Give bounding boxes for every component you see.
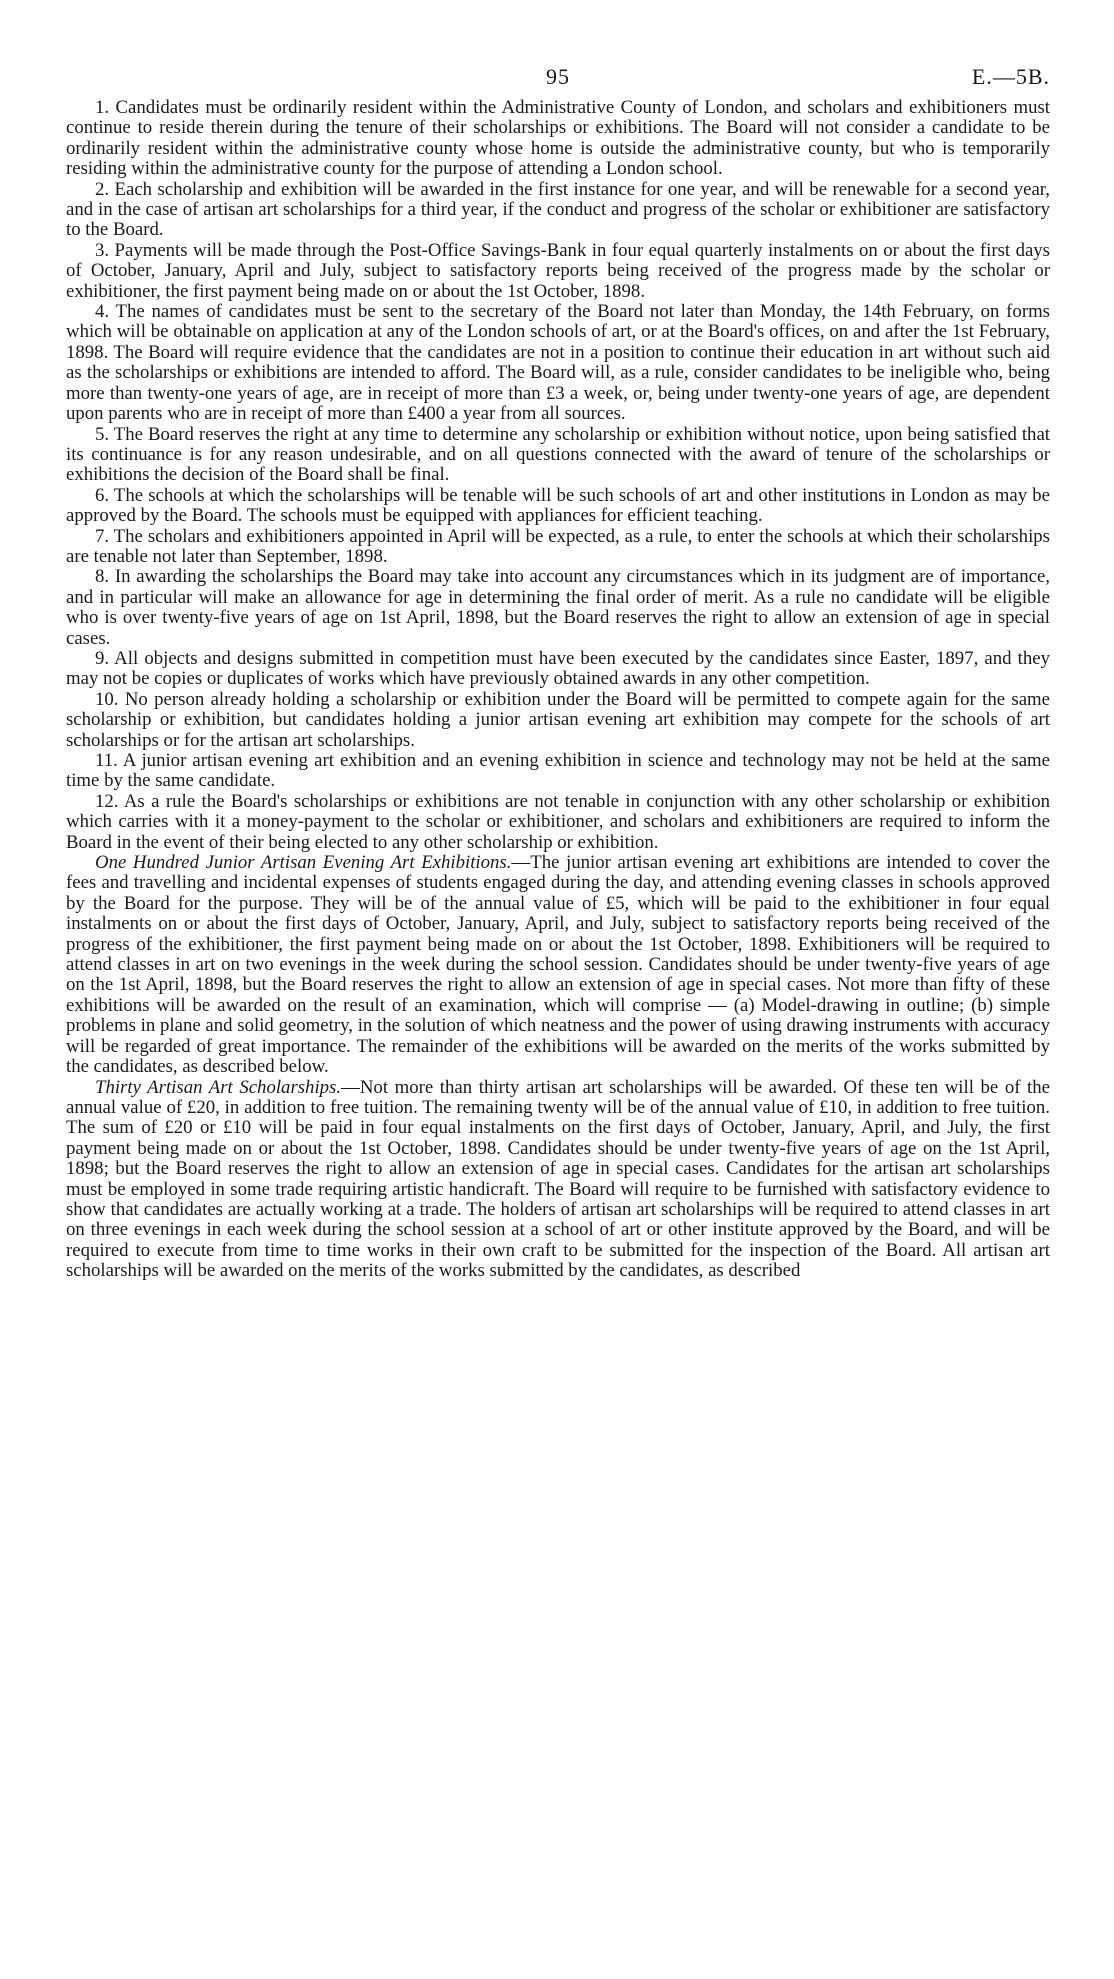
page-header [66,58,1050,98]
paragraph-3: 3. Payments will be made through the Post-Office Savings-Bank in four equal quarterly instalments on or about the first days of October, January, April and July, subject to satisfactory reports being received of the progress made by the scholar or exhibitioner, the first payment being made on or about the 1st October, 1898. [66,239,1050,302]
paragraph-12: 12. As a rule the Board's scholarships or exhibitions are not tenable in conjunction with any other scholarship or exhibition which carries with it a money-payment to the scholar or exhibitioner, and scholars and exhibitioners are required to inform the Board in the event of their being elected to any other scholarship or exhibition. [66,790,1050,853]
paragraph-8: 8. In awarding the scholarships the Board may take into account any circumstances which in its judgment are of importance, and in particular will make an allowance for age in determining the final order of merit. As a rule no candidate will be eligible who is over twenty-five years of age on 1st April, 1898, but the Board reserves the right to allow an extension of age in special cases. [66,566,1050,649]
body-text [66,98,1050,1282]
paragraph-2: 2. Each scholarship and exhibition will be awarded in the first instance for one year, and will be renewable for a second year, and in the case of artisan art scholarships for a third year, if the conduct and progress of the scholar or exhibitioner are satisfactory to the Board. [66,178,1050,241]
paragraph-5: 5. The Board reserves the right at any time to determine any scholarship or exhibition without notice, upon being satisfied that its continuance is for any reason undesirable, and on all questions connected with the award of tenure of the scholarships or exhibitions the decision of the Board shall be final. [66,423,1050,486]
paragraph-junior-artisan-exhibitions: One Hundred Junior Artisan Evening Art Exhibitions.—The junior artisan evening art exhibitions are intended to cover the fees and travelling and incidental expenses of students engaged during the day, and attending evening classes in schools approved by the Board for the purpose. They will be of the annual value of £5, which will be paid to the exhibitioner in four equal instalments on or about the first days of October, January, April, and July, subject to satisfactory reports being received of the progress of the exhibitioner, the first payment being made on or about the 1st October, 1898. Exhibitioners will be required to attend classes in art on two evenings in the week during the school session. Candidates should be under twenty-five years of age on the 1st April, 1898, but the Board reserves the right to allow an extension of age in special cases. Not more than fifty of these exhibitions will be awarded on the result of an examination, which will comprise — (a) Model-drawing in outline; (b) simple problems in plane and solid geometry, in the solution of which neatness and the power of using drawing instruments with accuracy will be regarded of great importance. The remainder of the exhibitions will be awarded on the merits of the works submitted by the candidates, as described below. [66,852,1051,1078]
paragraph-7: 7. The scholars and exhibitioners appointed in April will be expected, as a rule, to enter the schools at which their scholarships are tenable not later than September, 1898. [66,525,1050,567]
paragraph-11: 11. A junior artisan evening art exhibition and an evening exhibition in science and technology may not be held at the same time by the same candidate. [66,750,1050,792]
section-heading-artisan-art: Thirty Artisan Art Scholarships. [95,1076,342,1098]
paper-reference: E.—5B. [971,64,1050,89]
paragraph-4: 4. The names of candidates must be sent to the secretary of the Board not later than Monday, the 14th February, on forms which will be obtainable on application at any of the London schools of art, or at the Board's offices, on and after the 1st February, 1898. The Board will require evidence that the candidates are not in a position to continue their education in art without such aid as the scholarships or exhibitions are intended to afford. The Board will, as a rule, consider candidates to be ineligible who, being more than twenty-one years of age, are in receipt of more than £3 a week, or, being under twenty-one years of age, are dependent upon parents who are in receipt of more than £400 a year from all sources. [66,301,1050,425]
section-heading-junior-artisan: One Hundred Junior Artisan Evening Art Exhibitions. [95,852,512,874]
page-number: 95 [546,64,570,89]
document-page [66,58,1050,1282]
paragraph-1: 1. Candidates must be ordinarily resident within the Administrative County of London, and scholars and exhibitioners must continue to reside therein during the tenure of their scholarships or exhibitions. The Board will not consider a candidate to be ordinarily resident within the administrative county whose home is outside the administrative county, but who is temporarily residing within the administrative county for the purpose of attending a London school. [66,97,1050,180]
paragraph-artisan-art-scholarships: Thirty Artisan Art Scholarships.—Not more than thirty artisan art scholarships will be awarded. Of these ten will be of the annual value of £20, in addition to free tuition. The remaining twenty will be of the annual value of £10, in addition to free tuition. The sum of £20 or £10 will be paid in four equal instalments on the first days of October, January, April, and July, the first payment being made on or about the 1st October, 1898. Candidates should be under twenty-five years of age on the 1st April, 1898; but the Board reserves the right to allow an extension of age in special cases. Candidates for the artisan art scholarships must be employed in some trade requiring artistic handicraft. The Board will require to be furnished with satisfactory evidence to show that candidates are actually working at a trade. The holders of artisan art scholarships will be required to attend classes in art on three evenings in each week during the school session at a school of art or other institute approved by the Board, and will be required to execute from time to time works in their own craft to be submitted for the inspection of the Board. All artisan art scholarships will be awarded on the merits of the works submitted by the candidates, as described [66,1076,1051,1282]
paragraph-10: 10. No person already holding a scholarship or exhibition under the Board will be permitted to compete again for the same scholarship or exhibition, but candidates holding a junior artisan evening art exhibition may compete for the schools of art scholarships or for the artisan art scholarships. [66,688,1050,751]
paragraph-9: 9. All objects and designs submitted in competition must have been executed by the candidates since Easter, 1897, and they may not be copies or duplicates of works which have previously obtained awards in any other competition. [66,647,1050,690]
paragraph-6: 6. The schools at which the scholarships will be tenable will be such schools of art and other institutions in London as may be approved by the Board. The schools must be equipped with appliances for efficient teaching. [66,484,1050,527]
